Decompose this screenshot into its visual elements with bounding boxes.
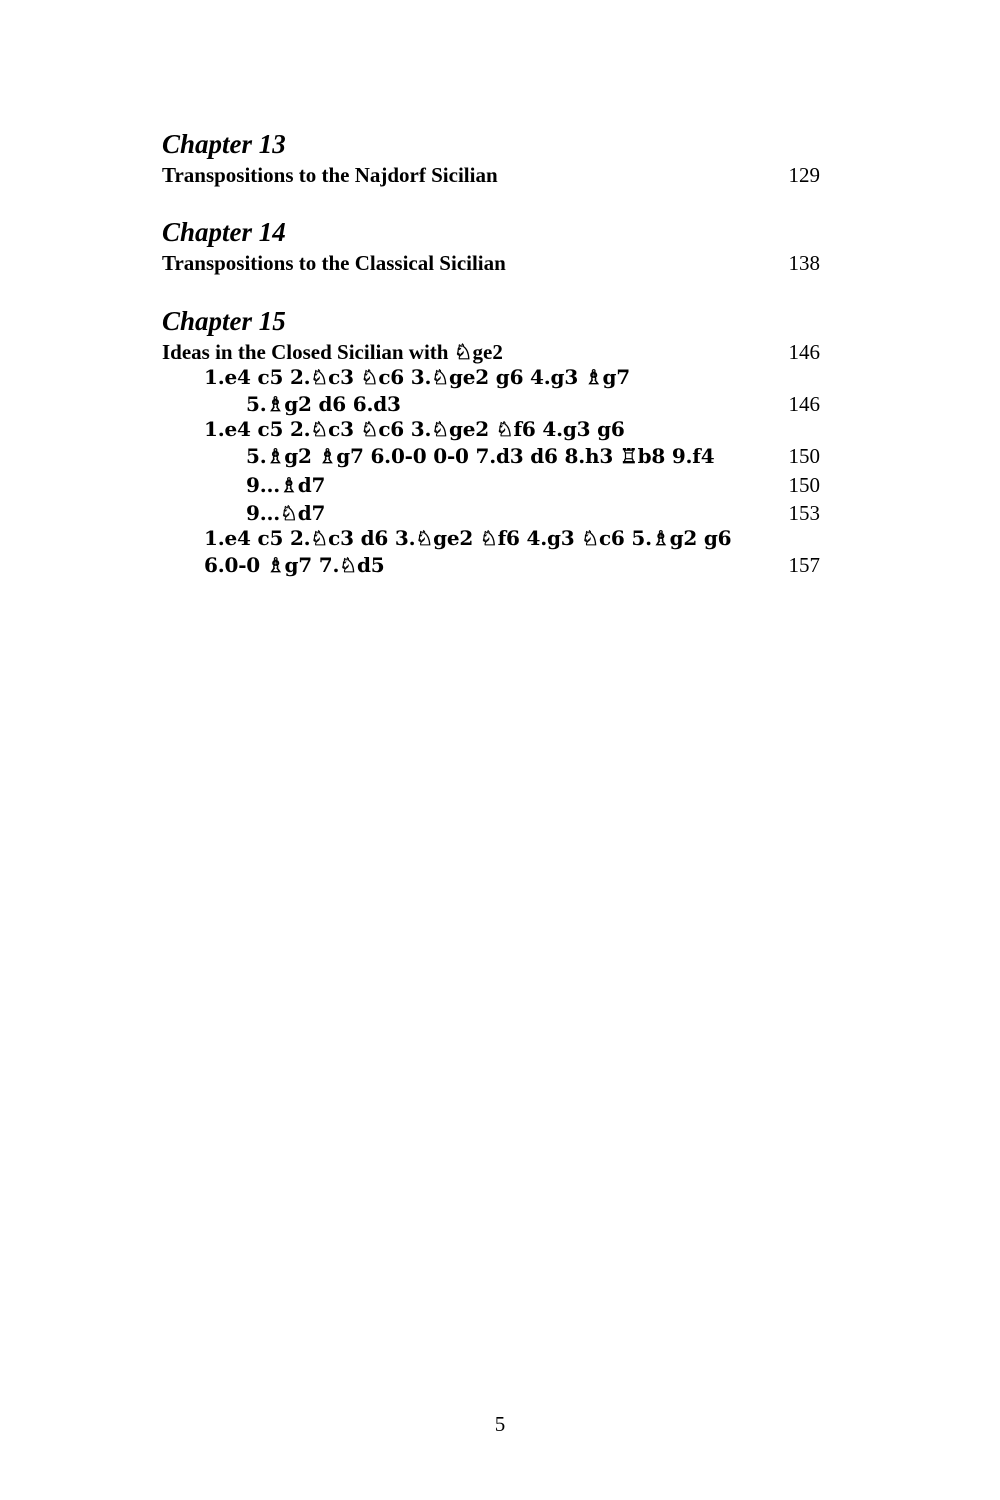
chapter-14-title: Transpositions to the Classical Sicilian	[162, 251, 506, 275]
line-moves: 5.♗g2 ♗g7 6.0-0 0-0 7.d3 d6 8.h3 ♖b8 9.f4	[246, 444, 715, 468]
line-moves: 6.0-0 ♗g7 7.♘d5	[204, 553, 385, 577]
line-moves: 1.e4 c5 2.♘c3 d6 3.♘ge2 ♘f6 4.g3 ♘c6 5.♗g2 g6	[204, 526, 732, 550]
chapter-13-title: Transpositions to the Najdorf Sicilian	[162, 163, 498, 187]
toc-line[interactable]	[0, 552, 1000, 578]
chapter-15-heading: Chapter 15	[162, 306, 286, 336]
line-page: 150	[788, 473, 820, 497]
line-moves: 9...♗d7	[246, 473, 326, 497]
toc-line[interactable]	[0, 364, 1000, 390]
chapter-14-heading: Chapter 14	[162, 217, 286, 247]
line-page: 150	[788, 444, 820, 468]
chapter-15-page: 146	[788, 340, 820, 364]
toc-line[interactable]	[0, 391, 1000, 417]
toc-line[interactable]	[0, 500, 1000, 526]
toc-line[interactable]	[0, 472, 1000, 498]
toc-entry-chapter-15[interactable]	[0, 339, 1000, 365]
toc-line[interactable]	[0, 443, 1000, 469]
line-moves: 1.e4 c5 2.♘c3 ♘c6 3.♘ge2 ♘f6 4.g3 g6	[204, 417, 625, 441]
line-page: 153	[788, 501, 820, 525]
line-page: 146	[788, 392, 820, 416]
line-moves: 1.e4 c5 2.♘c3 ♘c6 3.♘ge2 g6 4.g3 ♗g7	[204, 365, 631, 389]
toc-line[interactable]	[0, 525, 1000, 551]
line-moves: 5.♗g2 d6 6.d3	[246, 392, 401, 416]
chapter-13-page: 129	[788, 163, 820, 187]
line-page: 157	[788, 553, 820, 577]
chapter-14-page: 138	[788, 251, 820, 275]
page-number: 5	[494, 1412, 506, 1436]
chapter-13-heading: Chapter 13	[162, 129, 286, 159]
toc-entry-chapter-13[interactable]	[0, 162, 1000, 188]
toc-entry-chapter-14[interactable]	[0, 250, 1000, 276]
line-moves: 9...♘d7	[246, 501, 326, 525]
toc-line[interactable]	[0, 416, 1000, 442]
chapter-15-title: Ideas in the Closed Sicilian with ♘ge2	[162, 340, 503, 364]
